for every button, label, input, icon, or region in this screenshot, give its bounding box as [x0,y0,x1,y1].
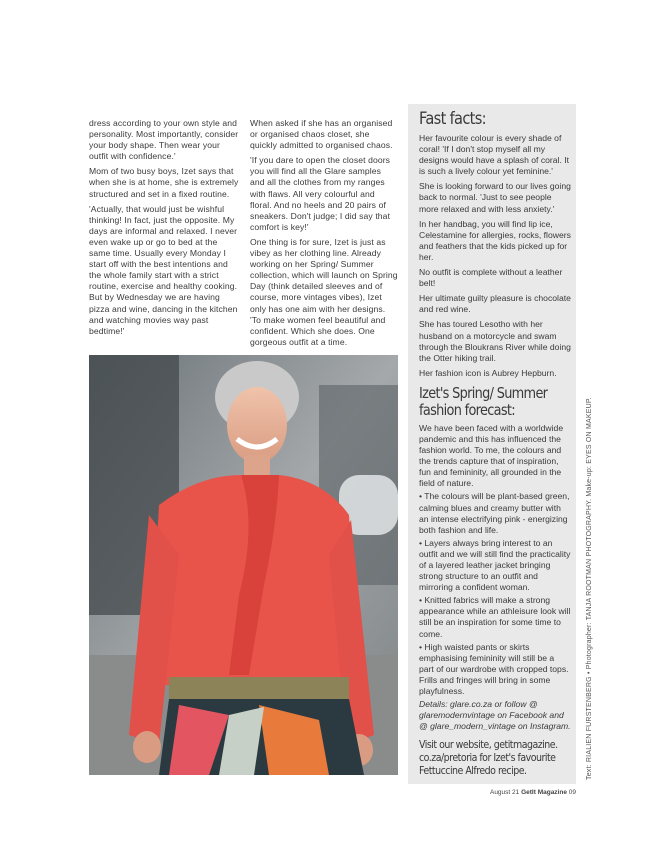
paragraph: One thing is for sure, Izet is just as vibey as her clothing line. Already working on her Spring/ Summer collection, which will launch on Spring Day (think detailed sleeves and of course, more vintages vibes), Izet only has one aim with her designs. 'To make women feel beautiful and confident. Which she does. One gorgeous outfit at a time. [250,236,398,347]
fact-item: She has toured Lesotho with her husband on a motorcycle and swam through the Bloukrans River while doing the Otter hiking trail. [419,319,571,363]
paragraph: dress according to your own style and personality. Most importantly, consider your body shape. Then wear your outfit with confidence.' [89,118,239,162]
photo-credit: Text: RIALIEN FURSTENBERG • Photographer: TANJA ROOTMAN PHOTOGRAPHY. Make-up: EYES ON MAKEUP. [586,397,593,780]
paragraph: 'Actually, that would just be wishful thinking! In fact, just the opposite. My days are informal and relaxed. I never even wake up or go to bed at the same time. Usually every Monday I start off with the best intentions and the whole family start with a strict routine, exercise and healthy cooking. But by Wednesday we are having pizza and wine, dancing in the kitchen and watching movies way past bedtime!' [89,203,238,336]
fast-facts-list [419,133,571,379]
forecast-heading: Izet's Spring/ Summer fashion forecast: [419,383,548,419]
details-line: Details: glare.co.za or follow @ glaremodernvintage on Facebook and @ glare_modern_vintage on Instagram. [419,699,571,732]
issue-date: August 21 [489,789,520,796]
portrait-illustration [89,355,398,775]
fact-item: In her handbag, you will find lip ice, Celestamine for allergies, rocks, flowers and feathers that the kids picked up for her. [419,218,571,262]
page-footer [490,789,576,796]
fact-item: Her favourite colour is every shade of coral! 'If I don't stop myself all my designs would have a splash of coral. It is such a lively colour yet feminine.' [419,133,570,177]
article-column-1 [89,118,239,341]
fast-facts-heading: Fast facts: [419,109,486,129]
forecast-list [419,423,571,733]
fact-item: Her ultimate guilty pleasure is chocolate and red wine. [419,293,571,315]
fact-item: No outfit is complete without a leather belt! [419,267,563,289]
paragraph: When asked if she has an organised or organised chaos closet, she quickly admitted to organised chaos. [250,118,393,151]
page-number: 09 [568,789,576,796]
paragraph: Mom of two busy boys, Izet says that when she is at home, she is extremely structured and set in a fixed routine. [89,166,239,199]
fact-item: She is looking forward to our lives going back to normal. 'Just to see people more relaxed and with less anxiety.' [419,181,571,214]
forecast-item: • Knitted fabrics will make a strong appearance while an athleisure look will still be an inspiration for some time to come. [419,595,571,639]
forecast-item: • The colours will be plant-based green, calming blues and creamy butter with an intense electrifying pink - energizing both fashion and life. [419,491,570,535]
forecast-item: We have been faced with a worldwide pandemic and this has influenced the fashion world. To me, the colours and the trends capture that of inspiration, fun and femininity, all grounded in the field of nature. [419,422,564,489]
portrait-photo [89,355,398,775]
article-column-2 [250,118,398,352]
website-cta: Visit our website, getitmagazine. co.za/pretoria for Izet's favourite Fettuccine Alfredo recipe. [419,738,558,778]
magazine-name: GetIt Magazine [521,789,567,796]
forecast-item: • Layers always bring interest to an outfit and we will still find the practicality of a layered leather jacket bringing strong structure to an outfit and mirroring a confident woman. [419,537,571,593]
forecast-item: • High waisted pants or skirts emphasising femininity will still be a part of our wardrobe with cropped tops. Frills and fringes will bring in some playfulness. [419,641,569,697]
fact-item: Her fashion icon is Aubrey Hepburn. [419,367,557,378]
fast-facts-sidebar [408,104,576,784]
paragraph: 'If you dare to open the closet doors you will find all the Glare samples and all the clothes from my ranges with flaws. All very colourful and floral. And no heels and 20 pairs of sneakers. Don't judge; I did say that comfort is key!' [250,155,391,232]
